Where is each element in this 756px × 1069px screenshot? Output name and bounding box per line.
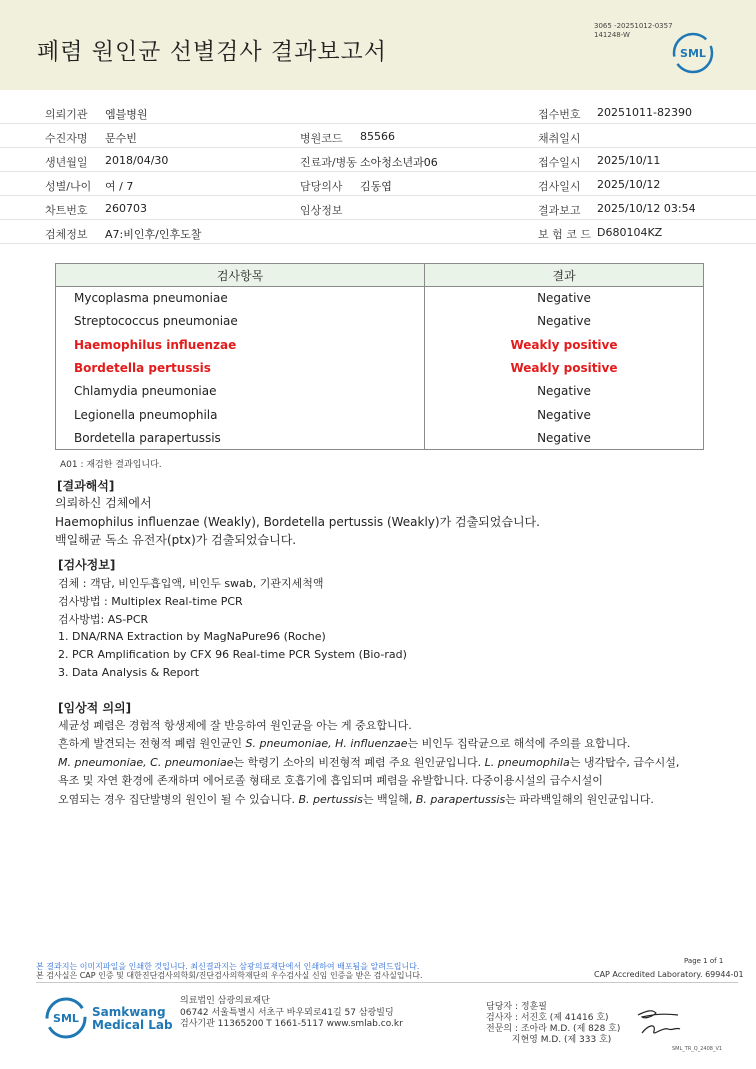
table-row (56, 380, 704, 403)
table-row (56, 310, 704, 333)
test-info-title: [검사정보] (58, 558, 116, 572)
tested-value: 2025/10/12 (597, 178, 661, 191)
report-title: 폐렴 원인균 선별검사 결과보고서 (37, 39, 387, 65)
staff-line: 담당자 : 정훈필 (486, 1002, 547, 1012)
clinical-line: 세균성 폐렴은 경험적 항생제에 잘 반응하여 원인균을 아는 게 중요합니다. (58, 719, 412, 732)
birth-value: 2018/04/30 (105, 154, 169, 167)
tested-label: 검사일시 (538, 180, 581, 193)
clinical-text: 는 비인두 집락균으로 해석에 주의를 요합니다. (407, 737, 631, 751)
clinical-species: M. pneumoniae, C. pneumoniae (58, 755, 234, 769)
test-item-name: Streptococcus pneumoniae (56, 310, 425, 333)
test-item-result: Negative (425, 380, 704, 403)
received-value: 2025/10/11 (597, 154, 661, 167)
test-info-line: 검사방법 : Multiplex Real-time PCR (58, 594, 243, 608)
clinical-text: 는 백일해, (362, 792, 416, 806)
sml-logo-icon (672, 32, 714, 74)
patient-value: 문수빈 (105, 132, 137, 145)
info-row (0, 220, 756, 244)
reported-label: 결과보고 (538, 204, 581, 217)
interpretation-line: 백일해균 독소 유전자(ptx)가 검출되었습니다. (55, 533, 297, 547)
test-item-result: Weakly positive (425, 356, 704, 379)
institution-label: 의뢰기관 (45, 108, 88, 121)
test-item-result: Negative (425, 403, 704, 426)
clinical-text: 흔하게 발견되는 전형적 폐렴 원인균인 (58, 737, 246, 751)
col-item-header: 검사항목 (56, 264, 425, 287)
cap-disclaimer: 본 검사실은 CAP 인증 및 대한진단검사의학회/진단검사의학재단의 우수검사실 신임 인증을 받은 검사실입니다. (36, 971, 423, 980)
received-label: 접수일시 (538, 156, 581, 169)
test-item-name: Legionella pneumophila (56, 403, 425, 426)
patient-label: 수진자명 (45, 132, 88, 145)
clinical-species: B. pertussis (298, 792, 363, 806)
report-code-line1: 3065 -20251012-0357 (594, 22, 673, 30)
report-code (594, 22, 673, 40)
doctor-label: 담당의사 (300, 180, 343, 193)
clinical-label: 임상정보 (300, 204, 343, 217)
institution-value: 엠블병원 (105, 108, 148, 121)
clinical-section (58, 699, 748, 809)
clinical-line (58, 791, 748, 809)
chart-value: 260703 (105, 202, 147, 215)
clinical-text: 는 파라백일해의 원인균입니다. (505, 792, 654, 806)
test-info-line: 3. Data Analysis & Report (58, 665, 200, 679)
sex-age-value: 여 / 7 (105, 180, 134, 193)
clinical-text: 는 학령기 소아의 비전형적 폐렴 주요 원인균입니다. (233, 755, 485, 769)
test-item-result: Weakly positive (425, 333, 704, 356)
samkwang-logo-icon (44, 996, 88, 1040)
form-code: SML_TR_Q_2408_V1 (672, 1046, 723, 1052)
page-number: Page 1 of 1 (684, 957, 724, 965)
clinical-text: 오염되는 경우 집단발병의 원인이 될 수 있습니다. (58, 792, 299, 806)
results-table (55, 263, 704, 450)
interpretation-line: 의뢰하신 검체에서 (55, 496, 152, 510)
address-line: 검사기관 11365200 T 1661-5117 www.smlab.co.kr (180, 1019, 403, 1029)
test-item-name: Bordetella pertussis (56, 356, 425, 379)
test-item-name: Bordetella parapertussis (56, 426, 425, 449)
test-info-line: 검체 : 객담, 비인두흡입액, 비인두 swab, 기관지세척액 (58, 577, 324, 590)
specimen-value: A7:비인후/인후도찰 (105, 228, 202, 241)
table-row (56, 403, 704, 426)
clinical-species: S. pneumoniae, H. influenzae (245, 737, 408, 751)
footer-staff (486, 1002, 620, 1046)
birth-label: 생년월일 (45, 156, 88, 169)
test-item-result: Negative (425, 426, 704, 449)
clinical-line: 욕조 및 자연 환경에 존재하며 에어로졸 형태로 호흡기에 흡입되며 폐렴을 유발합니다. 다중이용시설의 급수시설이 (58, 774, 603, 788)
test-item-name: Haemophilus influenzae (56, 333, 425, 356)
staff-line: 검사자 : 서진호 (제 41416 호) (486, 1013, 609, 1023)
clinical-line (58, 735, 748, 753)
clinical-species: L. pneumophila (484, 755, 570, 769)
chart-label: 차트번호 (45, 204, 88, 217)
specimen-label: 검체정보 (45, 228, 88, 241)
brand-line2: Medical Lab (92, 1018, 173, 1032)
table-row-positive (56, 356, 704, 379)
info-row (0, 196, 756, 220)
clinical-title: [임상적 의의] (58, 701, 132, 715)
sml-logo-text: SML (680, 47, 706, 60)
insurance-value: D680104KZ (597, 226, 663, 239)
doctor-value: 김동엽 (360, 180, 392, 193)
test-info-section (58, 556, 748, 682)
receipt-no-label: 접수번호 (538, 108, 581, 121)
clinical-text: 는 냉각탑수, 급수시설, (569, 755, 680, 769)
table-row-positive (56, 333, 704, 356)
test-info-line: 검사방법: AS-PCR (58, 612, 149, 626)
table-row (56, 426, 704, 449)
signature-icon (632, 1003, 682, 1039)
clinical-species: B. parapertussis (415, 792, 506, 806)
cap-accreditation: CAP Accredited Laboratory. 69944-01 (594, 970, 744, 979)
footer-divider (36, 982, 738, 983)
test-info-line: 2. PCR Amplification by CFX 96 Real-time PCR System (Bio-rad) (58, 648, 407, 662)
interpretation-section (55, 477, 745, 550)
info-row (0, 124, 756, 148)
collection-date-label: 채취일시 (538, 132, 581, 145)
sex-age-label: 성별/나이 (45, 180, 92, 193)
samkwang-logo-text: SML (53, 1012, 79, 1025)
reported-value: 2025/10/12 03:54 (597, 202, 696, 215)
brand-line1: Samkwang (92, 1005, 166, 1019)
staff-line: 지현영 M.D. (제 333 호) (486, 1035, 612, 1045)
col-result-header: 결과 (425, 264, 704, 287)
footer-address (180, 996, 403, 1031)
results-header-row (56, 264, 704, 287)
dept-label: 진료과/병동 (300, 156, 357, 169)
footer-brand (92, 1006, 173, 1032)
staff-line: 전문의 : 조아라 M.D. (제 828 호) (486, 1024, 621, 1034)
clinical-line (58, 754, 748, 772)
info-row (0, 148, 756, 172)
hospital-code-value: 85566 (360, 130, 395, 143)
test-item-name: Mycoplasma pneumoniae (56, 287, 425, 310)
address-line: 의료법인 삼광의료재단 (180, 996, 270, 1006)
insurance-label: 보 험 코 드 (538, 228, 591, 241)
info-row (0, 100, 756, 124)
hospital-code-label: 병원코드 (300, 132, 343, 145)
receipt-no-value: 20251011-82390 (597, 106, 692, 119)
test-item-result: Negative (425, 287, 704, 310)
test-item-result: Negative (425, 310, 704, 333)
table-row (56, 287, 704, 310)
test-item-name: Chlamydia pneumoniae (56, 380, 425, 403)
address-line: 06742 서울특별시 서초구 바우뫼로41길 57 삼광빌딩 (180, 1007, 394, 1018)
report-code-line2: 141248-W (594, 31, 630, 39)
test-info-line: 1. DNA/RNA Extraction by MagNaPure96 (Roche) (58, 630, 326, 644)
image-disclaimer: 본 결과지는 이미지파일을 인쇄한 것입니다. 최신결과지는 삼광의료재단에서 인쇄하여 배포됨을 알려드립니다. (36, 962, 420, 971)
interpretation-title: [결과해석] (57, 479, 115, 493)
dept-value: 소아청소년과06 (360, 156, 438, 169)
retest-note: A01 : 재검한 결과입니다. (60, 460, 162, 470)
interpretation-line: Haemophilus influenzae (Weakly), Bordetella pertussis (Weakly)가 검출되었습니다. (55, 514, 540, 529)
info-row (0, 172, 756, 196)
